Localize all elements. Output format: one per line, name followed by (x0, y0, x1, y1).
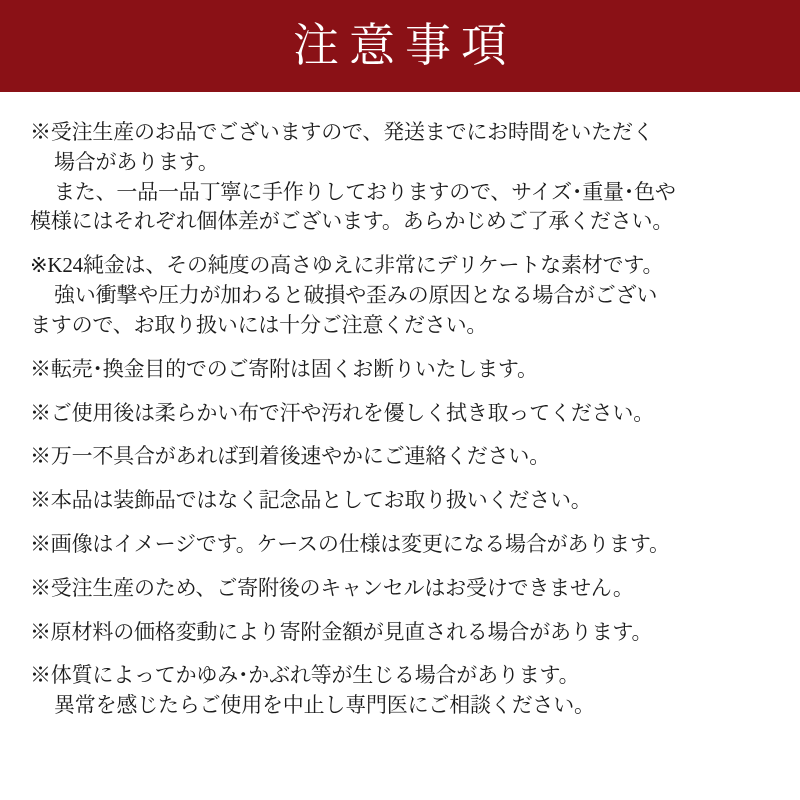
note-line: 異常を感じたらご使用を中止し専門医にご相談ください。 (54, 693, 595, 718)
list-item (30, 399, 772, 429)
page-title: 注意事項 (293, 20, 517, 71)
notes-list (0, 92, 800, 721)
note-line: ますので、お取り扱いには十分ご注意ください。 (30, 312, 488, 337)
note-line: ※原材料の価格変動により寄附金額が見直される場合があります。 (30, 619, 653, 644)
note-line: 強い衝撃や圧力が加わると破損や歪みの原因となる場合がござい (54, 283, 658, 308)
note-line: ※K24純金は、その純度の高さゆえに非常にデリケートな素材です。 (30, 253, 664, 278)
list-item (30, 355, 772, 385)
list-item (30, 486, 772, 516)
note-line: 場合があります。 (54, 149, 219, 174)
note-line: ※受注生産のため、ご寄附後のキャンセルはお受けできません。 (30, 575, 634, 600)
list-item (30, 574, 772, 604)
list-item (30, 530, 772, 560)
page-header-band (0, 0, 800, 92)
note-line: ※万一不具合があれば到着後速やかにご連絡ください。 (30, 444, 550, 469)
list-item (30, 618, 772, 648)
note-line: ※画像はイメージです。ケースの仕様は変更になる場合があります。 (30, 531, 670, 556)
note-line: ※ご使用後は柔らかい布で汗や汚れを優しく拭き取ってください。 (30, 400, 654, 425)
note-line: ※体質によってかゆみ･かぶれ等が生じる場合があります。 (30, 663, 580, 688)
note-line: ※転売･換金目的でのご寄附は固くお断りいたします。 (30, 356, 538, 381)
note-line: また、一品一品丁寧に手作りしておりますので、サイズ･重量･色や (54, 179, 676, 204)
list-item (30, 118, 772, 237)
list-item (30, 661, 772, 721)
note-line: 模様にはそれぞれ個体差がございます。あらかじめご了承ください。 (30, 209, 674, 234)
note-line: ※受注生産のお品でございますので、発送までにお時間をいただく (30, 120, 654, 144)
list-item (30, 251, 772, 340)
note-line: ※本品は装飾品ではなく記念品としてお取り扱いください。 (30, 488, 592, 513)
list-item (30, 442, 772, 472)
